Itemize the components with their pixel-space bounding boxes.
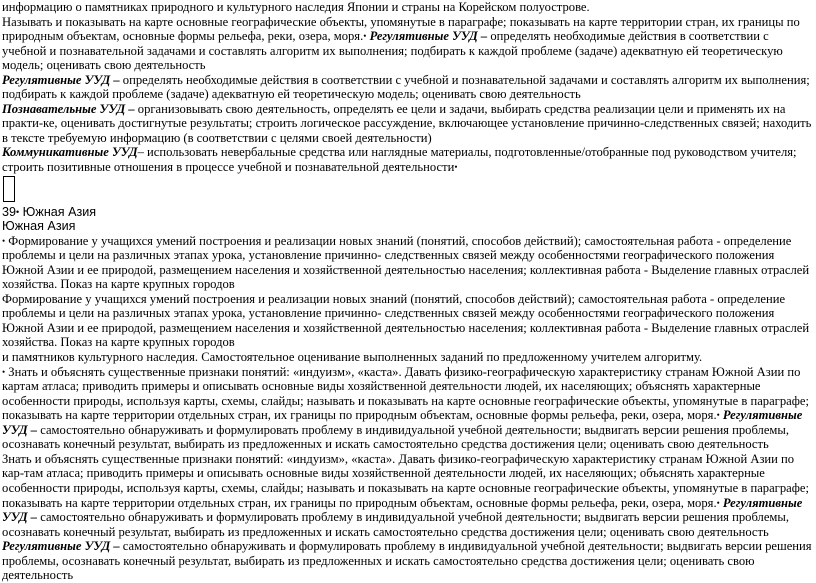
bullet-icon: • <box>16 206 20 217</box>
communicative-label: Коммуникативные УУД <box>2 145 138 160</box>
regulatory-text: самостоятельно обнаруживать и формулировать проблему в индивидуальной учебной деятельности; выдвигать версии решения проблемы, осознавать конечный результат, выбирать из предложенных и искать самостоятельно средства достижения цели; оценивать свою деятельность <box>2 422 790 452</box>
paragraph-regulatory <box>2 73 814 102</box>
paragraph-communicative <box>2 145 814 174</box>
bullet-icon: • <box>716 410 720 421</box>
regulatory-text: определять необходимые действия в соответствии с учебной и познавательной задачами и составлять алгоритм их выполнения; подбирать к каждой проблеме (задаче) адекватную ей теоретическую модель; оценивать свою деятельность <box>2 72 810 102</box>
bullet-icon: • <box>363 31 367 42</box>
paragraph-cognitive <box>2 102 814 146</box>
bullet-icon: • <box>716 497 720 508</box>
bullet-icon: • <box>2 235 6 246</box>
lesson-number: 39 <box>2 204 17 219</box>
intro-line: информацию о памятниках природного и культурного наследия Японии и страны на Корейском полуострове. <box>2 0 590 14</box>
regulatory-label: Регулятивные УУД – <box>2 495 803 525</box>
lesson-heading <box>2 205 814 220</box>
formation-text: Формирование у учащихся умений построения и реализации новых знаний (понятий, способов действий); самостоятельная работа - определение проблемы и цели на различных этапах урока, установление причинно- следственных связей между особенностями географического положения Южной Азии и ее природой, размещением населения и хозяйственной деятельностью населения; коллективная работа - Выделение главных отраслей хозяйства. Показ на карте крупных городов <box>2 233 810 292</box>
paragraph-map-objectives <box>2 15 814 73</box>
regulatory-text: определять необходимые действия в соответствии с учебной и познавательной задачами и составлять алгоритм их выполнения; подбирать к каждой проблеме (задаче) адекватную ей теоретическую модель; оценивать свою деятельность <box>2 29 783 73</box>
map-objectives-text: Называть и показывать на карте основные географические объекты, упомянутые в параграфе; показывать на карте территории стран, их границы по природным объектам, основные формы рельефа, реки, озера, моря. <box>2 14 800 44</box>
regulatory-text: самостоятельно обнаруживать и формулировать проблему в индивидуальной учебной деятельности; выдвигать версии решения проблемы, осознавать конечный результат, выбирать из предложенных и искать самостоятельно средства достижения цели; оценивать свою деятельность <box>2 510 790 539</box>
regulatory-label: Регулятивные УУД – <box>369 29 488 44</box>
cognitive-text: организовывать свою деятельность, определять ее цели и задачи, выбирать средства реализации цели и применять их на практи-ке, оценивать достигнутые результаты; строить логическое рассуждение, включающее установление причинно-следственных связей; находить в тексте требуемую информацию (в соответствии с целями своей деятельности) <box>2 101 812 145</box>
paragraph-formation-1 <box>2 234 814 292</box>
cognitive-label: Познавательные УУД – <box>2 101 135 116</box>
bullet-icon: • <box>2 366 6 377</box>
knowledge-text: Знать и объяснять существенные признаки понятий: «индуизм», «каста». Давать физико-географическую характеристику странам Южной Азии по картам атласа; приводить примеры и описывать основные виды хозяйственной деятельности людей, их населяющих; объяснять характерные особенности природы, используя карты, схемы, слайды; называть и показывать на карте основные географические объекты, упомянутые в параграфе; показывать на карте территории отдельных стран, их границы по природным объектам, основные формы рельефа, реки, озера, моря. <box>2 364 809 423</box>
regulatory-label: Регулятивные УУД – <box>2 72 120 87</box>
bullet-icon: • <box>454 162 458 173</box>
paragraph-formation-2: Формирование у учащихся умений построения и реализации новых знаний (понятий, способов действий); самостоятельная работа - определение проблемы и цели на различных этапах урока, установление причинно- следственных связей между особенностями географического положения Южной Азии и ее природой, размещением населения и хозяйственной деятельностью населения; коллективная работа - Выделение главных отраслей хозяйства. Показ на карте крупных городов <box>2 291 810 350</box>
lesson-title: Южная Азия <box>19 204 97 219</box>
lesson-subtitle: Южная Азия <box>2 219 76 234</box>
communicative-text: – использовать невербальные средства или наглядные материалы, подготовленные/отобранные под руководством учителя; строить позитивные отношения в процессе учебной и познавательной деятельности <box>2 145 797 175</box>
regulatory-label: Регулятивные УУД – <box>2 539 120 554</box>
empty-cell-row <box>2 175 814 205</box>
paragraph-self-assessment: и памятников культурного наследия. Самостоятельное оценивание выполненных заданий по предложенному учителем алгоритму. <box>2 350 703 365</box>
paragraph-regulatory-final <box>2 539 814 583</box>
knowledge-text: Знать и объяснять существенные признаки понятий: «индуизм», «каста». Давать физико-географическую характеристику странам Южной Азии по кар-там атласа; приводить примеры и описывать основные виды хозяйственной деятельности людей, их населяющих; объяснять характерные особенности природы, используя карты, схемы, слайды; называть и показывать на карте основные географические объекты, упомянутые в параграфе; показывать на карте территории отдельных стран, их границы по природным объектам, основные формы рельефа, реки, озера, моря. <box>2 451 809 510</box>
regulatory-text: самостоятельно обнаруживать и формулировать проблему в индивидуальной учебной деятельности; выдвигать версии решения проблемы, осознавать конечный результат, выбирать из предложенных и искать самостоятельно средства достижения цели; оценивать свою деятельность <box>2 539 812 583</box>
paragraph-knowledge-1 <box>2 365 814 452</box>
paragraph-knowledge-2 <box>2 452 814 539</box>
empty-cell-box <box>3 176 15 202</box>
regulatory-label: Регулятивные УУД – <box>2 408 803 437</box>
